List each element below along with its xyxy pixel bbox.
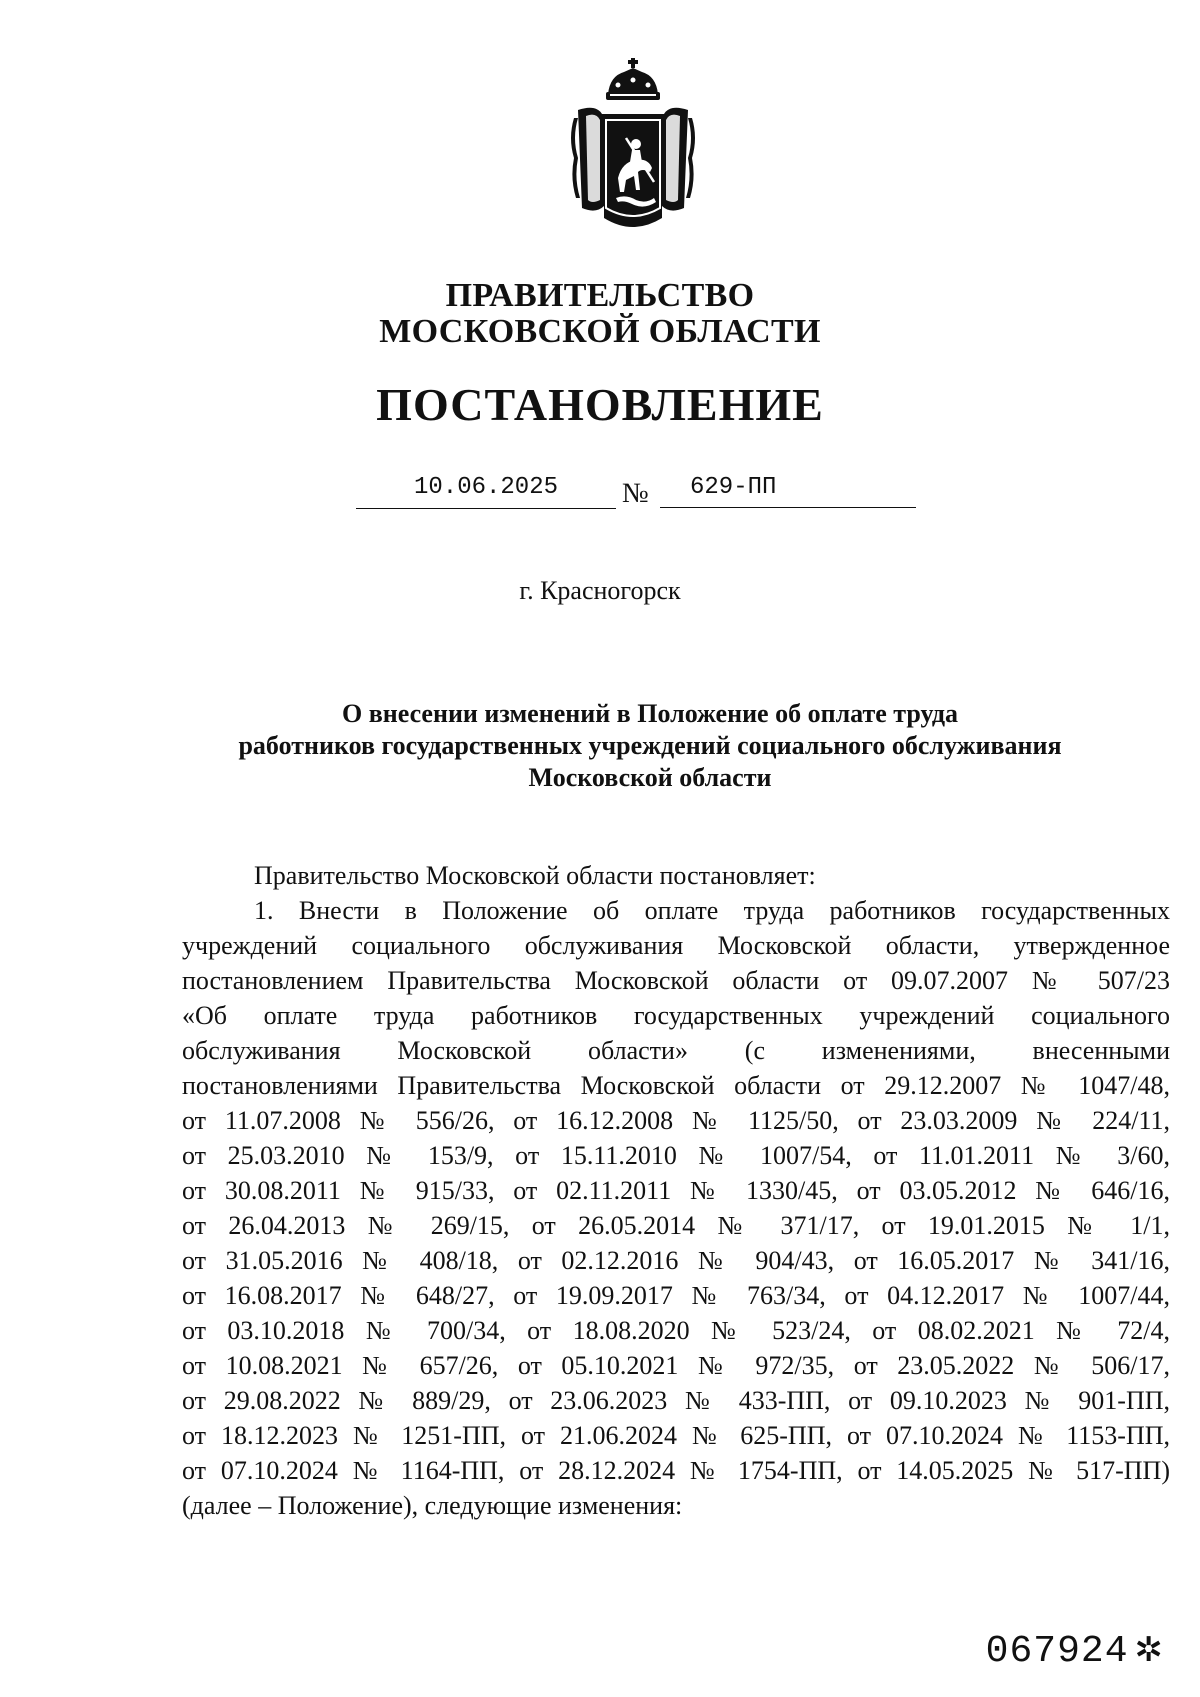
body-line: от 25.03.2010 № 153/9, от 15.11.2010 № 1007/54, от 11.01.2011 № 3/60, (182, 1141, 1170, 1170)
body-line: «Об оплате труда работников государственных учреждений социального (182, 1001, 1170, 1030)
document-body (182, 858, 1170, 1523)
body-last-line: (далее – Положение), следующие изменения: (182, 1491, 683, 1520)
body-line: от 31.05.2016 № 408/18, от 02.12.2016 № 904/43, от 16.05.2017 № 341/16, (182, 1246, 1170, 1275)
document-date: 10.06.2025 (356, 468, 616, 509)
body-line: от 11.07.2008 № 556/26, от 16.12.2008 № 1125/50, от 23.03.2009 № 224/11, (182, 1106, 1170, 1135)
government-name-line-2: МОСКОВСКОЙ ОБЛАСТИ (379, 313, 821, 350)
document-title (150, 698, 1150, 794)
body-line: 1. Внести в Положение об оплате труда работников государственных (254, 896, 1170, 925)
document-title-line: Московской области (528, 763, 772, 792)
body-line: от 07.10.2024 № 1164-ПП, от 28.12.2024 № 1754-ПП, от 14.05.2025 № 517-ПП) (182, 1456, 1170, 1485)
number-sign: № (622, 478, 649, 509)
coat-of-arms-icon (566, 58, 700, 236)
asterisk-mark-icon: ✲ (1134, 1630, 1164, 1670)
body-line: от 29.08.2022 № 889/29, от 23.06.2023 № 433-ПП, от 09.10.2023 № 901-ПП, (182, 1386, 1170, 1415)
city-of-issue: г. Красногорск (519, 576, 681, 605)
government-name-line-1: ПРАВИТЕЛЬСТВО (445, 277, 755, 314)
serial-number-text: 067924 (985, 1630, 1129, 1673)
body-line: от 10.08.2021 № 657/26, от 05.10.2021 № 972/35, от 23.05.2022 № 506/17, (182, 1351, 1170, 1380)
body-line: постановлениями Правительства Московской области от 29.12.2007 № 1047/48, (182, 1071, 1170, 1100)
date-number-row (0, 468, 1200, 518)
document-number: 629-ПП (660, 468, 916, 508)
body-line: учреждений социального обслуживания Московской области, утвержденное (182, 931, 1170, 960)
body-line: от 26.04.2013 № 269/15, от 26.05.2014 № 371/17, от 19.01.2015 № 1/1, (182, 1211, 1170, 1240)
body-line: от 03.10.2018 № 700/34, от 18.08.2020 № 523/24, от 08.02.2021 № 72/4, (182, 1316, 1170, 1345)
document-title-line: работников государственных учреждений социального обслуживания (238, 731, 1062, 760)
body-line: обслуживания Московской области» (с изменениями, внесенными (182, 1036, 1170, 1065)
form-serial-number (986, 1630, 1164, 1673)
body-line: от 18.12.2023 № 1251-ПП, от 21.06.2024 № 625-ПП, от 07.10.2024 № 1153-ПП, (182, 1421, 1170, 1450)
body-preamble: Правительство Московской области постановляет: (254, 861, 816, 890)
document-title-line: О внесении изменений в Положение об оплате труда (341, 699, 959, 728)
body-line: от 16.08.2017 № 648/27, от 19.09.2017 № 763/34, от 04.12.2017 № 1007/44, (182, 1281, 1170, 1310)
body-line: от 30.08.2011 № 915/33, от 02.11.2011 № 1330/45, от 03.05.2012 № 646/16, (182, 1176, 1170, 1205)
body-line: постановлением Правительства Московской области от 09.07.2007 № 507/23 (182, 966, 1170, 995)
document-type-heading: ПОСТАНОВЛЕНИЕ (376, 379, 824, 430)
